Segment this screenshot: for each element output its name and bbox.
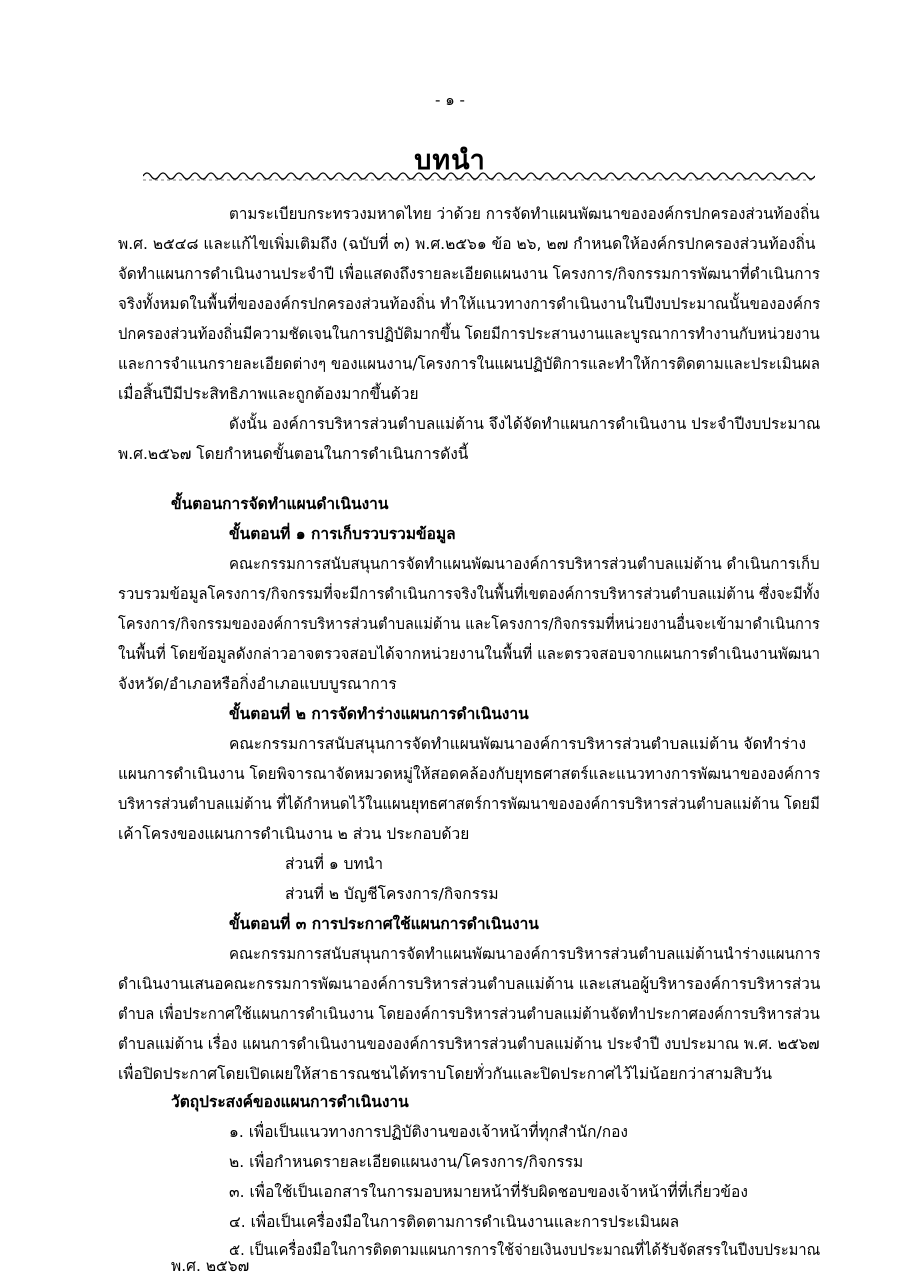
page-title: บทนำ [414,145,486,176]
objective-item: ๕. เป็นเครื่องมือในการติดตามแผนการการใช้จ่ายเงินงบประมาณที่ได้รับจัดสรรในปีงบประมาณ [229,1241,821,1259]
step1-line: โครงการ/กิจกรรมขององค์การบริหารส่วนตำบลแม่ต้าน และโครงการ/กิจกรรมที่หน่วยงานอื่นจะเข้ามาดำเนินการ [118,615,820,633]
step1-line: จังหวัด/อำเภอหรือกิ่งอำเภอแบบบูรณาการ [118,675,397,693]
intro-p1-line: ตามระเบียบกระทรวงมหาดไทย ว่าด้วย การจัดทำแผนพัฒนาขององค์กรปกครองส่วนท้องถิ่น [229,205,820,223]
step3-heading: ขั้นตอนที่ ๓ การประกาศใช้แผนการดำเนินงาน [229,915,539,933]
step2-part: ส่วนที่ ๒ บัญชีโครงการ/กิจกรรม [285,885,499,903]
step1-line: รวบรวมข้อมูลโครงการ/กิจกรรมที่จะมีการดำเนินการจริงในพื้นที่เขตองค์การบริหารส่วนตำบลแม่ต้าน ซึ่งจะมีทั้ง [118,585,820,603]
intro-p1-line: เมื่อสิ้นปีมีประสิทธิภาพและถูกต้องมากขึ้นด้วย [118,385,419,403]
step1-line: คณะกรรมการสนับสนุนการจัดทำแผนพัฒนาองค์การบริหารส่วนตำบลแม่ต้าน ดำเนินการเก็บ [229,555,820,573]
intro-p1-line: ปกครองส่วนท้องถิ่นมีความชัดเจนในการปฏิบัติมากขึ้น โดยมีการประสานงานและบูรณาการทำงานกับหน่วยงาน [118,325,820,343]
objective-item: ๔. เพื่อเป็นเครื่องมือในการติดตามการดำเนินงานและการประเมินผล [229,1213,680,1231]
objective-item: ๓. เพื่อใช้เป็นเอกสารในการมอบหมายหน้าที่รับผิดชอบของเจ้าหน้าที่ที่เกี่ยวข้อง [229,1183,748,1201]
step1-heading: ขั้นตอนที่ ๑ การเก็บรวบรวมข้อมูล [229,525,456,543]
intro-p2-line: พ.ศ.๒๕๖๗ โดยกำหนดขั้นตอนในการดำเนินการดังนี้ [118,445,469,463]
step2-line: คณะกรรมการสนับสนุนการจัดทำแผนพัฒนาองค์การบริหารส่วนตำบลแม่ต้าน จัดทำร่าง [229,735,807,753]
intro-p1-line: จริงทั้งหมดในพื้นที่ขององค์กรปกครองส่วนท้องถิ่น ทำให้แนวทางการดำเนินงานในปีงบประมาณนั้นขององค์กร [118,295,821,313]
step2-line: เค้าโครงของแผนการดำเนินงาน ๒ ส่วน ประกอบด้วย [118,825,470,843]
intro-p1-line: และการจำแนกรายละเอียดต่างๆ ของแผนงาน/โครงการในแผนปฏิบัติการและทำให้การติดตามและประเมินผล [118,355,820,373]
step2-line: แผนการดำเนินงาน โดยพิจารณาจัดหมวดหมู่ให้สอดคล้องกับยุทธศาสตร์และแนวทางการพัฒนาขององค์การ [118,765,821,783]
objectives-heading: วัตถุประสงค์ของแผนการดำเนินงาน [171,1093,409,1111]
step3-line: ตำบลแม่ต้าน เรื่อง แผนการดำเนินงานขององค์การบริหารส่วนตำบลแม่ต้าน ประจำปี งบประมาณ พ.ศ. ๒๕๖๗ [118,1035,820,1053]
step3-line: เพื่อปิดประกาศโดยเปิดเผยให้สาธารณชนได้ทราบโดยทั่วกันและปิดประกาศไว้ไม่น้อยกว่าสามสิบวัน [118,1065,772,1083]
step3-line: ดำเนินงานเสนอคณะกรรมการพัฒนาองค์การบริหารส่วนตำบลแม่ต้าน และเสนอผู้บริหารองค์การบริหารส่วน [118,975,821,993]
step2-heading: ขั้นตอนที่ ๒ การจัดทำร่างแผนการดำเนินงาน [229,705,529,723]
objective-item: ๒. เพื่อกำหนดรายละเอียดแผนงาน/โครงการ/กิจกรรม [229,1153,584,1171]
objective-item: ๑. เพื่อเป็นแนวทางการปฏิบัติงานของเจ้าหน้าที่ทุกสำนัก/กอง [229,1123,628,1141]
intro-p2-line: ดังนั้น องค์การบริหารส่วนตำบลแม่ต้าน จึงได้จัดทำแผนการดำเนินงาน ประจำปีงบประมาณ [229,415,821,433]
decorative-divider [143,170,815,182]
intro-p1-line: จัดทำแผนการดำเนินงานประจำปี เพื่อแสดงถึงรายละเอียดแผนงาน โครงการ/กิจกรรมการพัฒนาที่ดำเนินการ [118,265,821,283]
page-number: - ๑ - [435,91,465,109]
step1-line: ในพื้นที่ โดยข้อมูลดังกล่าวอาจตรวจสอบได้จากหน่วยงานในพื้นที่ และตรวจสอบจากแผนการดำเนินงานพัฒนา [118,645,821,663]
step2-part: ส่วนที่ ๑ บทนำ [285,855,384,873]
step2-line: บริหารส่วนตำบลแม่ต้าน ที่ได้กำหนดไว้ในแผนยุทธศาสตร์การพัฒนาขององค์การบริหารส่วนตำบลแม่ต้าน โดยมี [118,795,820,813]
procedure-heading: ขั้นตอนการจัดทำแผนดำเนินงาน [171,495,389,513]
objective-continuation: พ.ศ. ๒๕๖๗ [171,1257,250,1275]
intro-p1-line: พ.ศ. ๒๕๔๘ และแก้ไขเพิ่มเติมถึง (ฉบับที่ ๓) พ.ศ.๒๕๖๑ ข้อ ๒๖, ๒๗ กำหนดให้องค์กรปกครองส่วนท้องถิ่น [118,235,816,253]
step3-line: ตำบล เพื่อประกาศใช้แผนการดำเนินงาน โดยองค์การบริหารส่วนตำบลแม่ต้านจัดทำประกาศองค์การบริหารส่วน [118,1005,820,1023]
step3-line: คณะกรรมการสนับสนุนการจัดทำแผนพัฒนาองค์การบริหารส่วนตำบลแม่ต้านนำร่างแผนการ [229,945,821,963]
